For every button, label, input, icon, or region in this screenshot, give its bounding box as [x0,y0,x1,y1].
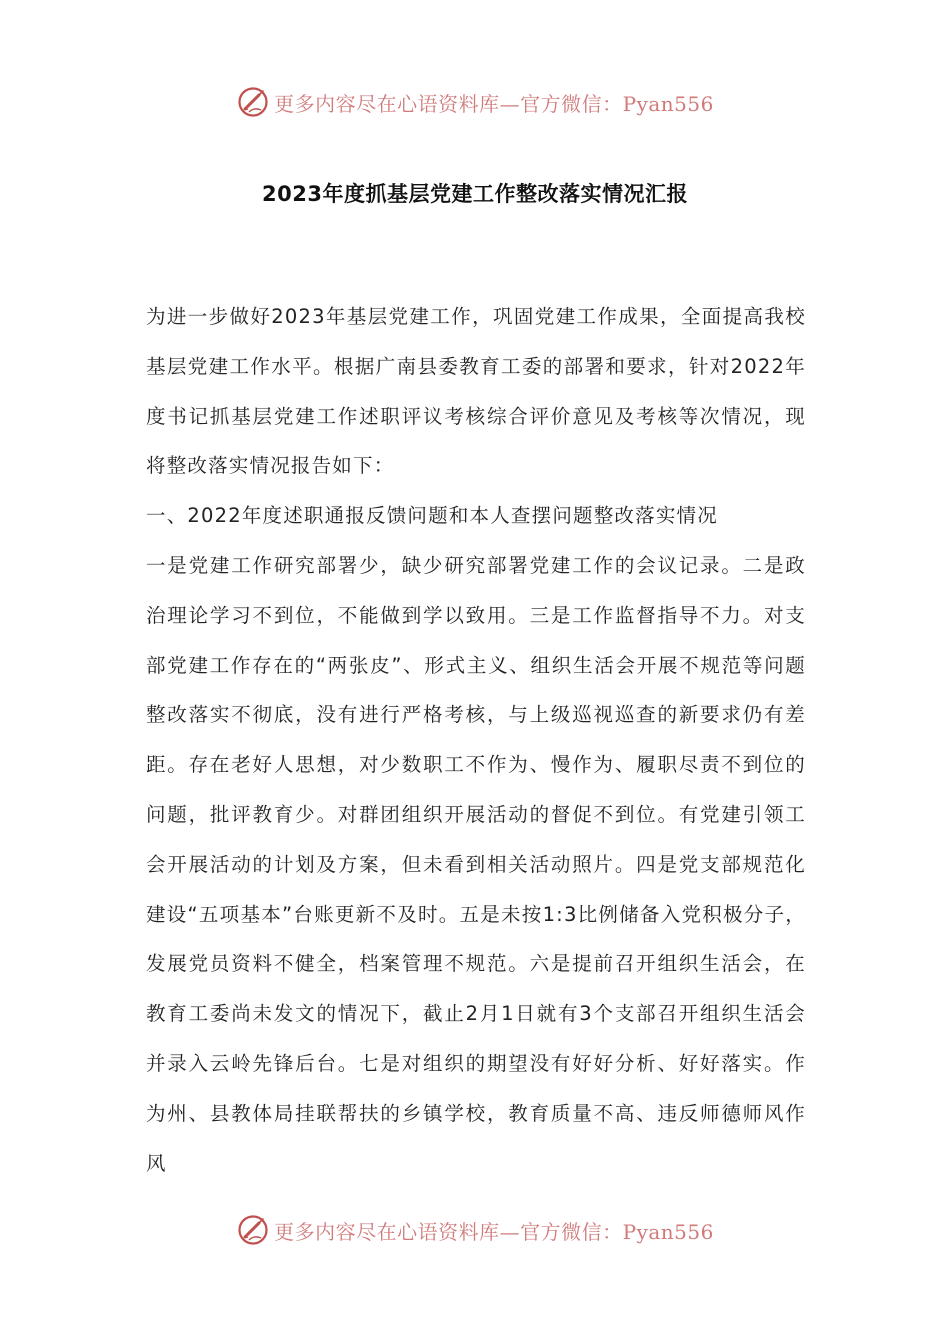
footer-banner-text: 更多内容尽在心语资料库—官方微信：Pyan556 [274,1219,714,1244]
document-title: 2023年度抓基层党建工作整改落实情况汇报 [262,182,688,206]
issues-paragraph: 一是党建工作研究部署少，缺少研究部署党建工作的会议记录。二是政治理论学习不到位，不能做到学以致用。三是工作监督指导不力。对支部党建工作存在的“两张皮”、形式主义、组织生活会开展不规范等问题整改落实不彻底，没有进行严格考核，与上级巡视巡查的新要求仍有差距。存在老好人思想，对少数职工不作为、慢作为、履职尽责不到位的问题，批评教育少。对群团组织开展活动的督促不到位。有党建引领工会开展活动的计划及方案，但未看到相关活动照片。四是党支部规范化建设“五项基本”台账更新不及时。五是未按1:3比例储备入党积极分子，发展党员资料不健全，档案管理不规范。六是提前召开组织生活会，在教育工委尚未发文的情况下，截止2月1日就有3个支部召开组织生活会并录入云岭先锋后台。七是对组织的期望没有好好分析、好好落实。作为州、县教体局挂联帮扶的乡镇学校，教育质量不高、违反师德师风作风 [146,553,806,1175]
section-heading: 一、2022年度述职通报反馈问题和本人查摆问题整改落实情况 [146,504,718,528]
pen-logo-icon [236,1213,270,1247]
intro-paragraph: 为进一步做好2023年基层党建工作，巩固党建工作成果，全面提高我校基层党建工作水平。根据广南县委教育工委的部署和要求，针对2022年度书记抓基层党建工作述职评议考核综合评价意见及考核等次情况，现将整改落实情况报告如下： [146,305,806,478]
pen-logo-icon [236,85,270,119]
header-banner-text: 更多内容尽在心语资料库—官方微信：Pyan556 [274,91,714,116]
footer-watermark-banner [0,1210,950,1250]
header-watermark-banner [0,82,950,122]
document-body [146,292,806,1188]
